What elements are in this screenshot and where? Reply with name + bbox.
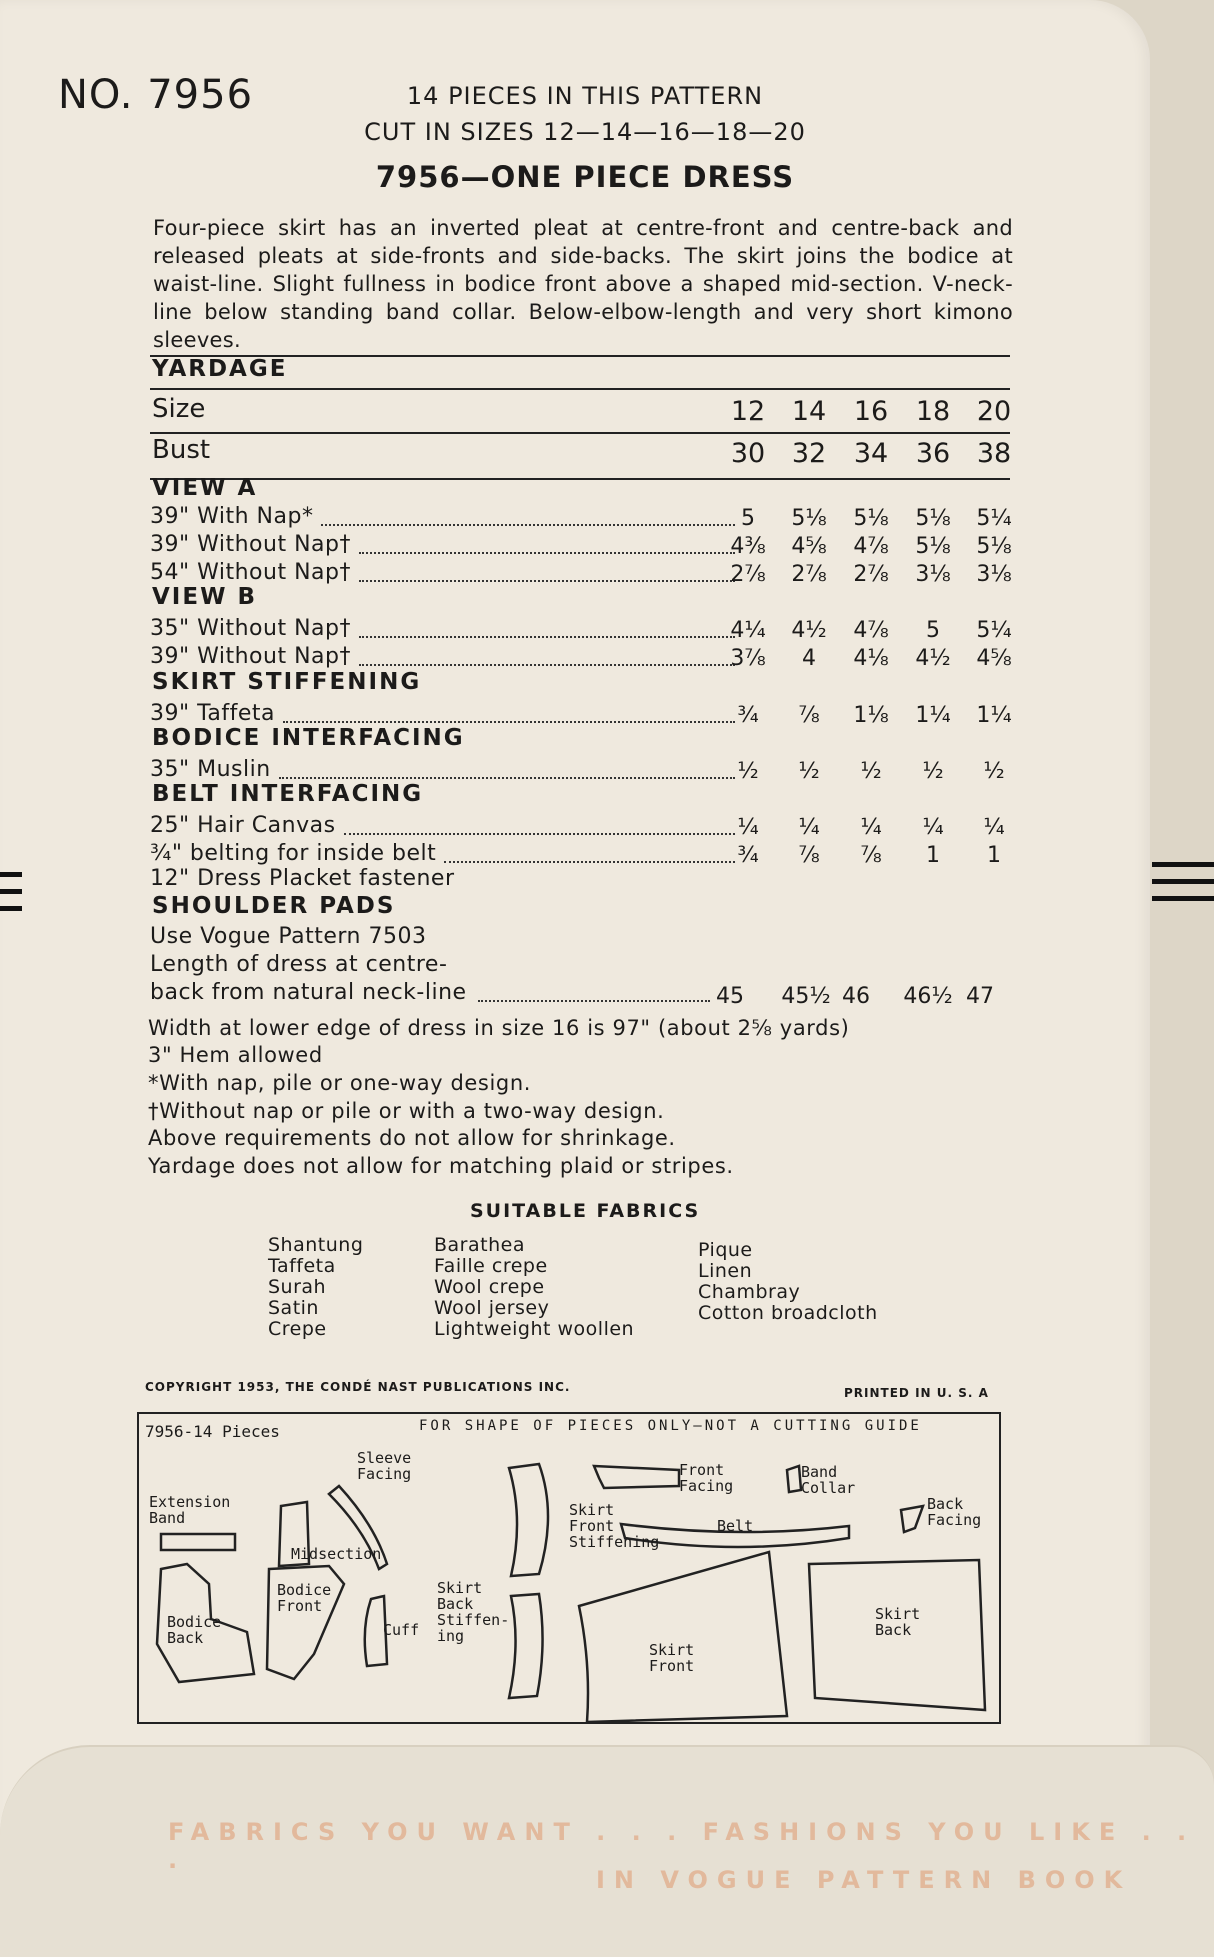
yardage-value: 5¼ xyxy=(976,506,1012,531)
view-b-heading: VIEW B xyxy=(152,584,257,610)
yardage-value: 5 xyxy=(926,618,940,643)
size-label: Size xyxy=(152,394,206,424)
leader-dots xyxy=(279,777,735,779)
fabric-name: Surah xyxy=(268,1276,327,1298)
yardage-value: ¼ xyxy=(798,815,820,840)
yardage-value: 5⅛ xyxy=(853,506,889,531)
skirt-front-shape xyxy=(579,1552,787,1722)
yardage-value: 1 xyxy=(926,843,940,868)
bodice-interfacing-heading: BODICE INTERFACING xyxy=(152,725,465,751)
yardage-value: ¼ xyxy=(983,815,1005,840)
back-facing-shape xyxy=(901,1506,923,1532)
fabric-name: Satin xyxy=(268,1297,319,1319)
view-a-heading: VIEW A xyxy=(152,475,258,501)
rule-bust xyxy=(150,478,1010,480)
yardage-value: ⅞ xyxy=(860,843,882,868)
note-line: †Without nap or pile or with a two-way design. xyxy=(148,1099,665,1123)
yardage-value: ¾ xyxy=(737,843,759,868)
front-facing-shape xyxy=(594,1466,679,1488)
diagram-id: 7956-14 Pieces xyxy=(145,1422,280,1441)
yardage-value: 5⅛ xyxy=(915,506,951,531)
fabrics-column-2 xyxy=(434,1235,634,1340)
piece-label-bodice-back: Bodice Back xyxy=(167,1613,222,1647)
yardage-value: 4⅞ xyxy=(853,534,889,559)
belt-interfacing-heading: BELT INTERFACING xyxy=(152,781,424,807)
yardage-value: ½ xyxy=(983,759,1005,784)
yardage-value: ½ xyxy=(737,759,759,784)
left-registration-marks xyxy=(0,872,22,923)
yardage-value: 5¼ xyxy=(976,618,1012,643)
yardage-row-label: 35" Muslin xyxy=(150,757,271,782)
rule-yardage xyxy=(150,388,1010,390)
yardage-value: 2⅞ xyxy=(730,562,766,587)
yardage-value: 3⅛ xyxy=(976,562,1012,587)
yardage-value: 5⅛ xyxy=(915,534,951,559)
leader-dots xyxy=(359,552,735,554)
yardage-row-label: 39" Without Nap† xyxy=(150,644,351,669)
bust-value: 36 xyxy=(915,438,951,469)
extension-band-shape xyxy=(161,1534,235,1550)
leader-dots xyxy=(344,833,735,835)
fabric-name: Pique xyxy=(698,1239,753,1261)
fabric-name: Lightweight woollen xyxy=(434,1318,635,1340)
piece-label-midsection: Midsection xyxy=(291,1545,382,1563)
yardage-value: 1 xyxy=(987,843,1001,868)
yardage-value: 1⅛ xyxy=(853,703,889,728)
yardage-value: ½ xyxy=(798,759,820,784)
fabric-name: Crepe xyxy=(268,1318,327,1340)
yardage-value: 4⅜ xyxy=(730,534,766,559)
yardage-value: 4⅝ xyxy=(976,646,1012,671)
bust-value: 30 xyxy=(730,438,766,469)
fabrics-column-1 xyxy=(268,1235,363,1340)
dress-description: Four-piece skirt has an inverted pleat at centre-front and centre-back and released pleats at side-fronts and side-backs. The skirt joins the bodice at waist-line. Slight fullness in bodice front above a shaped mid-section. V-neck-line below standing band collar. Below-elbow-length and very short kimono sleeves. xyxy=(153,216,1013,352)
fabric-name: Chambray xyxy=(698,1281,801,1303)
printed-line: PRINTED IN U. S. A xyxy=(844,1386,989,1400)
leader-dots xyxy=(359,580,735,582)
yardage-value: ½ xyxy=(860,759,882,784)
piece-label-front-facing: Front Facing xyxy=(679,1461,734,1495)
piece-label-skirt-back-stiff: Skirt Back Stiffen- ing xyxy=(437,1579,510,1645)
yardage-row-label: 25" Hair Canvas xyxy=(150,813,336,838)
length-leader-dots xyxy=(478,1000,710,1002)
fabric-name: Shantung xyxy=(268,1234,364,1256)
pattern-pieces-diagram xyxy=(137,1412,1001,1724)
yardage-value: 4⅞ xyxy=(853,618,889,643)
yardage-value: 2⅞ xyxy=(791,562,827,587)
leader-dots xyxy=(444,861,735,863)
bust-value: 38 xyxy=(976,438,1012,469)
bust-value: 34 xyxy=(853,438,889,469)
piece-label-skirt-front-stiff: Skirt Front Stiffening xyxy=(569,1501,660,1551)
size-value: 12 xyxy=(730,396,766,427)
note-line: Yardage does not allow for matching plaid or stripes. xyxy=(148,1154,734,1178)
pattern-piece-shapes xyxy=(139,1414,999,1722)
fabric-name: Linen xyxy=(698,1260,753,1282)
right-registration-marks xyxy=(1152,862,1214,913)
yardage-value: 4 xyxy=(802,646,816,671)
bust-label: Bust xyxy=(152,435,211,465)
yardage-value: 4½ xyxy=(791,618,827,643)
yardage-value: ¼ xyxy=(860,815,882,840)
yardage-value: ¼ xyxy=(737,815,759,840)
length-value: 45 xyxy=(716,984,744,1009)
placket-line: 12" Dress Placket fastener xyxy=(150,866,455,891)
yardage-value: 1¼ xyxy=(976,703,1012,728)
yardage-value: 5⅛ xyxy=(976,534,1012,559)
yardage-value: 3⅛ xyxy=(915,562,951,587)
length-line-2: back from natural neck-line xyxy=(150,980,467,1005)
piece-label-skirt-back: Skirt Back xyxy=(875,1605,921,1639)
page-title: 7956—ONE PIECE DRESS xyxy=(375,160,795,194)
yardage-value: ⅞ xyxy=(798,843,820,868)
fabric-name: Taffeta xyxy=(268,1255,336,1277)
slogan-line-2: IN VOGUE PATTERN BOOK xyxy=(596,1866,1132,1894)
yardage-value: ½ xyxy=(922,759,944,784)
bust-value: 32 xyxy=(791,438,827,469)
fabrics-heading: SUITABLE FABRICS xyxy=(470,1200,701,1222)
yardage-row-label: 39" With Nap* xyxy=(150,504,314,529)
yardage-value: 4⅝ xyxy=(791,534,827,559)
yardage-value: 2⅞ xyxy=(853,562,889,587)
leader-dots xyxy=(321,524,735,526)
piece-label-band-collar: Band Collar xyxy=(801,1463,856,1497)
yardage-value: ⅞ xyxy=(798,703,820,728)
yardage-value: 3⅞ xyxy=(730,646,766,671)
size-value: 16 xyxy=(853,396,889,427)
fabric-name: Wool jersey xyxy=(434,1297,550,1319)
pattern-number: NO. 7956 xyxy=(58,72,254,118)
yardage-value: 4½ xyxy=(915,646,951,671)
rule-size xyxy=(150,432,1010,434)
sizes-line: CUT IN SIZES 12—14—16—18—20 xyxy=(364,118,806,146)
pieces-info xyxy=(300,78,870,150)
skirt-back-stiffening-shape xyxy=(509,1594,543,1698)
yardage-value: ¾ xyxy=(737,703,759,728)
leader-dots xyxy=(283,721,735,723)
fabric-name: Barathea xyxy=(434,1234,525,1256)
fabric-name: Wool crepe xyxy=(434,1276,545,1298)
piece-label-extension: Extension Band xyxy=(149,1493,231,1527)
note-line: Above requirements do not allow for shrinkage. xyxy=(148,1126,676,1150)
pieces-line: 14 PIECES IN THIS PATTERN xyxy=(406,82,764,110)
piece-label-bodice-front: Bodice Front xyxy=(277,1581,332,1615)
length-value: 46 xyxy=(842,984,870,1009)
band-collar-shape xyxy=(787,1466,801,1492)
leader-dots xyxy=(359,664,735,666)
shoulder-pads-heading: SHOULDER PADS xyxy=(152,893,396,919)
piece-label-belt: Belt xyxy=(717,1517,754,1535)
skirt-stiffening-heading: SKIRT STIFFENING xyxy=(152,669,422,695)
yardage-row-label: ¾" belting for inside belt xyxy=(150,841,437,866)
size-value: 18 xyxy=(915,396,951,427)
note-line: 3" Hem allowed xyxy=(148,1043,323,1067)
shoulder-pads-text: Use Vogue Pattern 7503 xyxy=(150,924,427,949)
piece-label-cuff: Cuff xyxy=(383,1621,420,1639)
note-line: *With nap, pile or one-way design. xyxy=(148,1071,532,1095)
length-value: 47 xyxy=(966,984,994,1009)
size-value: 14 xyxy=(791,396,827,427)
yardage-value: 4¼ xyxy=(730,618,766,643)
length-line-1: Length of dress at centre- xyxy=(150,952,448,977)
note-line: Width at lower edge of dress in size 16 is 97" (about 2⅝ yards) xyxy=(148,1016,850,1040)
piece-label-sleeve: Sleeve Facing xyxy=(357,1449,412,1483)
leader-dots xyxy=(359,636,735,638)
yardage-value: 5 xyxy=(741,506,755,531)
yardage-row-label: 35" Without Nap† xyxy=(150,616,351,641)
size-value: 20 xyxy=(976,396,1012,427)
yardage-row-label: 39" Without Nap† xyxy=(150,532,351,557)
yardage-value: ¼ xyxy=(922,815,944,840)
length-value: 46½ xyxy=(903,984,953,1009)
yardage-row-label: 39" Taffeta xyxy=(150,701,276,726)
yardage-row-label: 54" Without Nap† xyxy=(150,560,351,585)
skirt-front-stiffening-shape xyxy=(509,1464,548,1576)
diagram-caption: FOR SHAPE OF PIECES ONLY—NOT A CUTTING GUIDE xyxy=(419,1418,922,1434)
yardage-value: 1¼ xyxy=(915,703,951,728)
fabrics-column-3 xyxy=(698,1240,878,1324)
fabric-name: Faille crepe xyxy=(434,1255,548,1277)
fabric-name: Cotton broadcloth xyxy=(698,1302,878,1324)
yardage-value: 5⅛ xyxy=(791,506,827,531)
yardage-heading: YARDAGE xyxy=(152,356,288,382)
length-value: 45½ xyxy=(781,984,831,1009)
slogan-line-1: FABRICS YOU WANT . . . FASHIONS YOU LIKE . . . xyxy=(168,1818,1196,1874)
copyright-line: COPYRIGHT 1953, THE CONDÉ NAST PUBLICATIONS INC. xyxy=(145,1380,571,1394)
piece-label-back-facing: Back Facing xyxy=(927,1495,982,1529)
piece-label-skirt-front: Skirt Front xyxy=(649,1641,695,1675)
yardage-value: 4⅛ xyxy=(853,646,889,671)
